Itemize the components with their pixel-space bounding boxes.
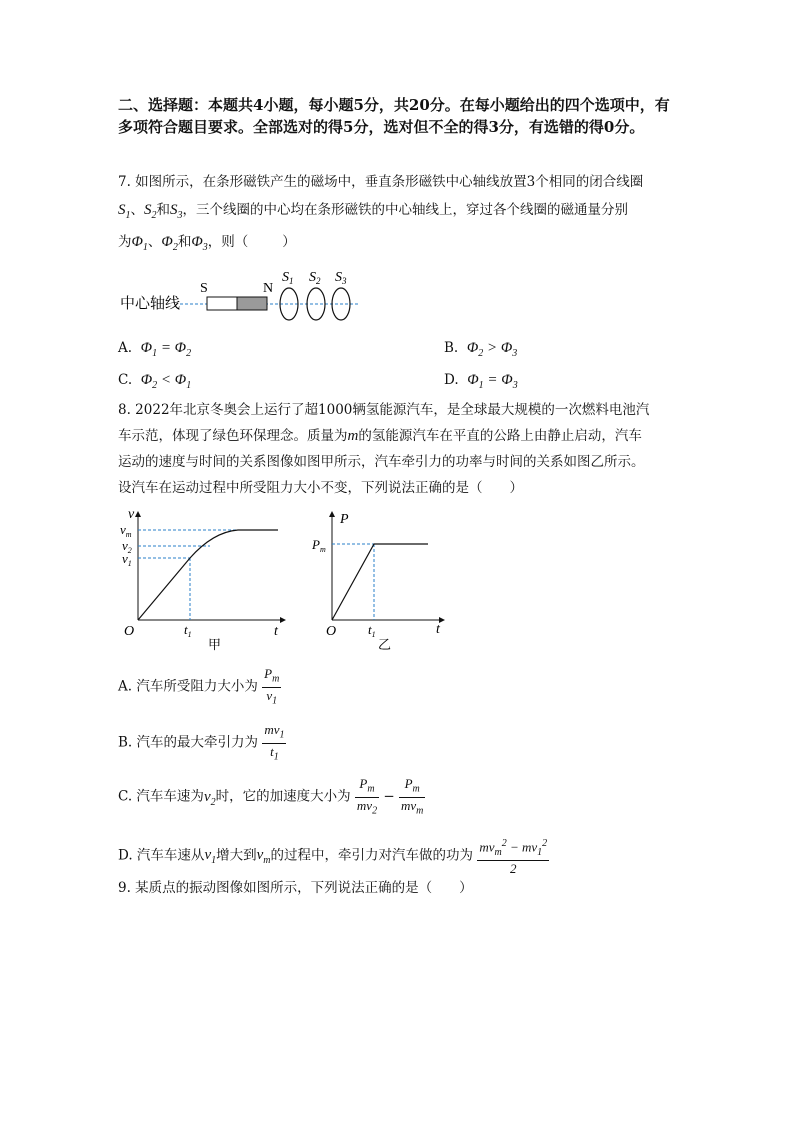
tick-t1-a: $t_1$ (184, 622, 192, 639)
pole-s-label: S (200, 281, 208, 296)
fraction-pm-mvm: $\frac{P_m}{mv_m}$ (400, 776, 424, 817)
q8-line3: 运动的速度与时间的关系图像如图甲所示，汽车牵引力的功率与时间的关系如图乙所示。 (118, 454, 645, 470)
q8-option-c[interactable]: C. 汽车车速为$v_2$时，它的加速度大小为 $\frac{P_m}{mv_2}$ − $\frac{P_m}{mv_m}$ (118, 776, 424, 817)
power-curve (332, 544, 428, 620)
fraction-work: $\frac{mv_m^2 - mv_1^2}{2}$ (479, 838, 548, 876)
q7-option-c[interactable]: C. $\Phi_2 < \Phi_1$ (118, 372, 192, 391)
coil-s2-label: $S_2$ (144, 202, 157, 221)
q8-line2: 车示范，体现了绿色环保理念。质量为m的氢能源汽车在平直的公路上由静止启动，汽车 (118, 428, 642, 444)
coil-s3-label: $S_3$ (170, 202, 183, 221)
fraction-pm-mv2: $\frac{P_m}{mv_2}$ (356, 776, 378, 817)
p-axis-label: P (340, 512, 349, 527)
pole-n-label: N (263, 281, 274, 296)
q8-line4: 设汽车在运动过程中所受阻力大小不变，下列说法正确的是（ ） (118, 480, 523, 496)
center-axis-label: 中心轴线 (120, 296, 181, 312)
tick-vm: $v_m$ (120, 522, 132, 539)
q8-option-a[interactable]: A. 汽车所受阻力大小为 $\frac{P_m}{v_1}$ (118, 666, 280, 707)
q9-line1: 9. 某质点的振动图像如图所示，下列说法正确的是（ ） (118, 880, 473, 896)
coil-s1-tag: $S_1$ (282, 270, 294, 286)
q8-option-d[interactable]: D. 汽车车速从$v_1$增大到$v_m$的过程中，牵引力对汽车做的功为 $\frac{mv_m^2 - mv_1^2}{2}$ (118, 838, 548, 876)
tick-t1-b: $t_1$ (368, 622, 376, 639)
q7-line1: 7. 如图所示，在条形磁铁产生的磁场中，垂直条形磁铁中心轴线放置3个相同的闭合线圈 (118, 174, 644, 190)
coil-s2-tag: $S_2$ (309, 270, 321, 286)
coil-s1-label: $S_1$ (118, 202, 131, 221)
magnet-n-pole (237, 297, 267, 310)
magnet-s-pole (207, 297, 237, 310)
t-axis-label-a: t (274, 624, 278, 639)
caption-jia: 甲 (208, 637, 222, 652)
q7-option-d[interactable]: D. $\Phi_1 = \Phi_3$ (444, 372, 518, 391)
q8-line1: 8. 2022年北京冬奥会上运行了超1000辆氢能源汽车，是全球最大规模的一次燃料电池汽 (118, 402, 650, 418)
caption-yi: 乙 (378, 637, 392, 652)
velocity-time-graph (118, 506, 298, 654)
q8-option-b[interactable]: B. 汽车的最大牵引力为 $\frac{mv_1}{t_1}$ (118, 722, 285, 763)
origin-b: O (326, 624, 337, 639)
power-time-graph (312, 506, 452, 654)
tick-pm: $P_m$ (312, 537, 326, 554)
magnet-coil-figure (118, 262, 378, 324)
velocity-curve (138, 530, 278, 620)
q7-line3: 为$\Phi_1$、$\Phi_2$和$\Phi_3$，则（ ） (118, 234, 296, 253)
v-axis-label: v (128, 507, 135, 522)
fraction-mv1-t1: $\frac{mv_1}{t_1}$ (264, 722, 285, 763)
t-axis-label-b: t (436, 622, 440, 637)
section-heading: 二、选择题：本题共4小题，每小题5分，共20分。在每小题给出的四个选项中，有多项符合题目要求。全部选对的得5分，选对但不全的得3分，有选错的得0分。 (118, 96, 670, 136)
q7-option-b[interactable]: B. $\Phi_2 > \Phi_3$ (444, 340, 518, 359)
fraction-pm-v1: $\frac{P_m}{v_1}$ (264, 666, 280, 707)
coil-s3-tag: $S_3$ (335, 270, 347, 286)
origin-a: O (124, 624, 135, 639)
q7-line2: $S_1$、$S_2$和$S_3$，三个线圈的中心均在条形磁铁的中心轴线上，穿过各个线圈的磁通量分别 (118, 202, 628, 221)
tick-v2: $v_2$ (122, 538, 132, 555)
q7-option-a[interactable]: A. $\Phi_1 = \Phi_2$ (118, 340, 192, 359)
tick-v1: $v_1$ (122, 551, 132, 568)
